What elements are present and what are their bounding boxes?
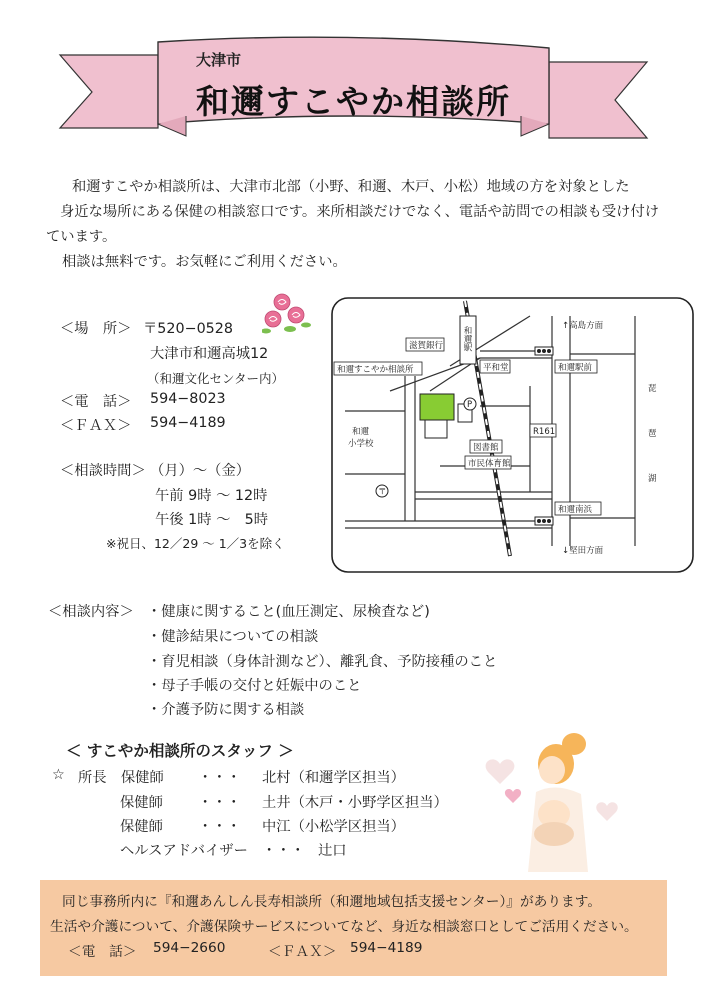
tel-number: 594−8023 — [150, 391, 226, 407]
map-label-lake-3: 湖 — [648, 474, 657, 484]
list-item: ・健診結果についての相談 — [147, 629, 319, 645]
tel-label: ＜電 話＞ — [60, 394, 132, 410]
staff-name: 辻口 — [318, 843, 347, 859]
post-office-icon: 〒 — [378, 487, 387, 497]
city-name: 大津市 — [196, 51, 242, 69]
staff-name: 土井（木戸・小野学区担当） — [262, 795, 448, 811]
footer-fax-number: 594−4189 — [350, 940, 423, 956]
map-label-takashima: ↑高島方面 — [562, 321, 604, 331]
rose-flowers-icon — [262, 291, 318, 337]
list-item: ・母子手帳の交付と妊娠中のこと — [147, 678, 362, 694]
intro-line-2: 身近な場所にある保健の相談窓口です。来所相談だけでなく、電話や訪問での相談も受け付け — [60, 204, 660, 220]
place-label: ＜場 所＞ — [60, 321, 132, 337]
fax-number: 594−4189 — [150, 415, 226, 431]
staff-dots: ・・・ — [262, 843, 305, 859]
hours-am: 午前 9時 〜 12時 — [155, 488, 268, 504]
footer-tel-label: ＜電 話＞ — [68, 944, 137, 960]
map-label-shiga-bank: 滋賀銀行 — [409, 341, 444, 351]
intro-line-1: 和邇すこやか相談所は、大津市北部（小野、和邇、木戸、小松）地域の方を対象とした — [72, 179, 630, 195]
map-label-library: 図書館 — [473, 443, 499, 453]
map-label-katata: ↓堅田方面 — [562, 546, 604, 556]
address: 大津市和邇高城12 — [150, 346, 269, 362]
staff-role: 所長 保健師 — [78, 770, 164, 786]
map-label-gym: 市民体育館 — [468, 459, 511, 469]
fax-label: ＜ＦＡＸ＞ — [60, 418, 132, 434]
list-item: ・介護予防に関する相談 — [147, 702, 305, 718]
hours-label: ＜相談時間＞ — [60, 463, 146, 479]
list-item: ・育児相談（身体計測など）、離乳食、予防接種のこと — [147, 654, 498, 670]
staff-name: 北村（和邇学区担当） — [262, 770, 405, 786]
staff-role: 保健師 — [120, 819, 163, 835]
map-label-school-2: 小学校 — [348, 439, 374, 449]
star-icon: ☆ — [52, 767, 65, 783]
map-label-center: 和邇すこやか相談所 — [337, 365, 414, 375]
staff-heading: ＜ すこやか相談所のスタッフ ＞ — [66, 742, 294, 760]
footer-notice — [40, 880, 667, 976]
map-label-wani-ekimae: 和邇駅前 — [558, 363, 593, 373]
map-label-lake-1: 琵 — [648, 384, 657, 394]
intro-line-3: ています。 — [46, 229, 117, 245]
access-map — [330, 296, 695, 574]
staff-dots: ・・・ — [198, 770, 241, 786]
hours-days: （月）〜（金） — [150, 463, 251, 479]
hours-pm: 午後 1時 〜 5時 — [155, 512, 269, 528]
map-label-wani-minamihama: 和邇南浜 — [558, 505, 593, 515]
contents-label: ＜相談内容＞ — [48, 604, 134, 620]
intro-line-4: 相談は無料です。お気軽にご利用ください。 — [62, 254, 347, 270]
footer-tel-number: 594−2660 — [153, 940, 226, 956]
hours-note: ※祝日、12／29 〜 1／3を除く — [106, 536, 285, 551]
page-title: 和邇すこやか相談所 — [196, 82, 511, 121]
list-item: ・健康に関すること(血圧測定、尿検査など) — [147, 604, 430, 620]
staff-role: 保健師 — [120, 795, 163, 811]
staff-dots: ・・・ — [198, 819, 241, 835]
staff-role: ヘルスアドバイザー — [120, 843, 248, 859]
title-banner — [0, 0, 707, 150]
footer-line-2: 生活や介護について、介護保険サービスについてなど、身近な相談窓口としてご活用ください。 — [50, 919, 638, 935]
footer-fax-label: ＜ＦＡＸ＞ — [268, 944, 337, 960]
parking-icon: P — [467, 400, 473, 410]
map-label-lake-2: 琶 — [648, 429, 657, 439]
mother-baby-illustration-icon — [476, 722, 636, 880]
map-label-heiwado: 平和堂 — [483, 363, 509, 373]
staff-name: 中江（小松学区担当） — [262, 819, 405, 835]
staff-dots: ・・・ — [198, 795, 241, 811]
building: （和邇文化センター内） — [147, 371, 285, 386]
footer-line-1: 同じ事務所内に『和邇あんしん長寿相談所（和邇地域包括支援センター）』があります。 — [62, 894, 602, 910]
postal-code: 〒520−0528 — [143, 321, 233, 337]
map-label-r161: R161 — [533, 427, 556, 437]
map-label-school-1: 和邇 — [352, 427, 370, 437]
map-label-wani-station: 和邇駅 — [462, 326, 472, 352]
